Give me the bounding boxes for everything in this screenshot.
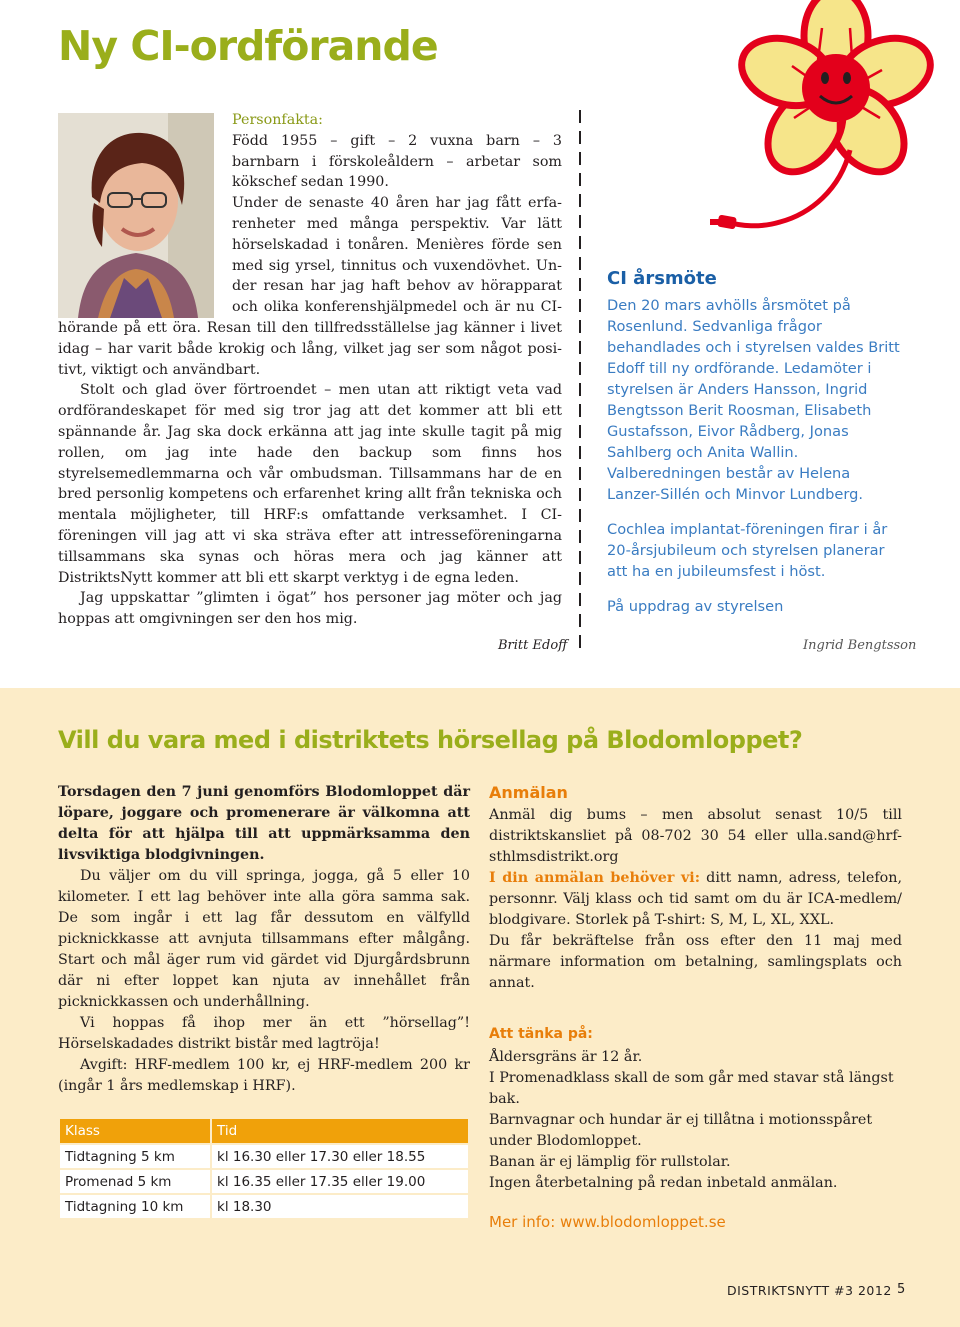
table-cell: kl 16.35 eller 17.35 eller 19.00	[212, 1170, 468, 1193]
facts-line: med sig yrsel, tinnitus och vuxendövhet. Un-	[232, 257, 562, 274]
portrait-photo	[58, 113, 214, 318]
table-header: Tid	[212, 1119, 468, 1143]
facts-line: barnbarn i förskoleåldern – arbetar som	[232, 153, 562, 170]
page-title: Ny CI-ordförande	[58, 22, 438, 70]
registration-paragraph: Anmäl dig bums – men absolut senast 10/5 till distriktskansliet på 08-702 30 54 eller ulla.sand@hrf-sthlmsdistrikt.org	[489, 807, 902, 865]
notes-line: Banan är ej lämplig för rullstolar.	[489, 1154, 731, 1170]
class-time-table	[58, 1117, 470, 1220]
registration-paragraph	[489, 868, 902, 931]
article-paragraph: Jag uppskattar ”glimten i ögat” hos personer jag möter och jag hoppas att omgivningen ser den hos mig.	[58, 590, 562, 628]
table-row	[60, 1170, 468, 1193]
notes-line: I Promenadklass skall de som går med stavar stå längst bak.	[489, 1070, 894, 1107]
table-row	[60, 1145, 468, 1168]
notes-line: Ingen återbetalning på redan inbetald anmälan.	[489, 1175, 838, 1191]
body-paragraph: Du väljer om du vill springa, jogga, gå 5 eller 10 kilometer. I ett lag behöver inte alla göra samma sak. De som ingår i ett lag får dessutom en välfylld picknickkasse att avnjuta tillsammans efter målgång. Start och mål äger rum vid gärdet vid Djurgårdsbrunn där ni efter loppet kan njuta av innehållet från picknickkassen och underhållning.	[58, 868, 470, 1010]
facts-line: renheter med många perspektiv. Var lätt	[232, 215, 562, 232]
page-number: 5	[897, 1282, 906, 1297]
sidebar-paragraph: Cochlea implantat-föreningen firar i år 20-årsjubileum och styrelsen planerar att ha en jubileumsfest i höst.	[607, 521, 888, 580]
article-line: hörande på ett öra. Resan till den tillfredsställelse jag känner i livet	[58, 320, 562, 336]
body-paragraph: Vi hoppas få ihop mer än ett ”hörsellag”! Hörselskadades distrikt bistår med lagtröja!	[58, 1015, 470, 1052]
article-paragraph: Stolt och glad över förtroendet – men utan att riktigt veta vad ordförandeskapet för med sig tror jag att det kommer att bli ett spännande år. Jag ska dock erkänna att jag inte skulle tagit på mig rollen, om jag inte hade den backup som finns hos styrelsemedlemmarna och vår ombudsman. Tillsammans har de en bred personlig kompetens och erfarenhet kring allt från tekniska och mentala möjligheter, till HRF:s omfattande verksamhet. I CI-föreningen vill jag att vi ska sträva efter att intresseföreningarna tillsammans ska synas och höras mera och jag känner att DistriktsNytt kommer att bli ett skarpt verktyg i de egna leden.	[58, 382, 562, 586]
body-paragraph: Avgift: HRF-medlem 100 kr, ej HRF-medlem 200 kr (ingår 1 års medlemskap i HRF).	[58, 1057, 470, 1094]
notes-line: Barnvagnar och hundar är ej tillåtna i motionsspåret under Blodomloppet.	[489, 1112, 873, 1149]
facts-line: der resan har jag haft behov av hörapparat	[232, 278, 562, 295]
notes-heading: Att tänka på:	[489, 1026, 593, 1042]
article-line: idag – har varit både krokig och lång, vilket jag ser som något posi-	[58, 340, 562, 357]
registration-paragraph: Du får bekräftelse från oss efter den 11 maj med närmare information om betalning, samlingsplats och annat.	[489, 933, 902, 991]
notes-line: Åldersgräns är 12 år.	[489, 1049, 643, 1065]
registration-text: ditt namn, adress, telefon, personnr. Välj klass och tid samt om du är ICA-medlem/ blodgivare. Storlek på T-shirt: S, M, L, XL, XXL.	[489, 870, 902, 928]
sidebar-annual-meeting	[607, 268, 907, 631]
blodomloppet-right-column	[489, 782, 902, 1233]
column-divider	[579, 110, 581, 655]
table-row	[60, 1195, 468, 1218]
sidebar-heading: CI årsmöte	[607, 268, 717, 289]
registration-heading: Anmälan	[489, 783, 568, 802]
table-header-row	[60, 1119, 468, 1143]
person-facts	[232, 110, 562, 318]
registration-label: I din anmälan behöver vi:	[489, 870, 701, 886]
lead-paragraph: Torsdagen den 7 juni genomförs Blodomloppet där löpare, joggare och promenerare är välkomna att delta för att hjälpa till att uppmärksamma den livsviktiga blodgivningen.	[58, 784, 470, 863]
table-cell: Tidtagning 5 km	[60, 1145, 210, 1168]
more-info-link[interactable]: Mer info: www.blodomloppet.se	[489, 1213, 726, 1231]
article-signature: Britt Edoff	[498, 638, 568, 653]
table-cell: kl 18.30	[212, 1195, 468, 1218]
article-body	[58, 318, 562, 630]
table-header: Klass	[60, 1119, 210, 1143]
publication-footer: DISTRIKTSNYTT #3 2012	[727, 1283, 892, 1298]
sidebar-paragraph: På uppdrag av styrelsen	[607, 598, 784, 615]
sidebar-signature: Ingrid Bengtsson	[803, 638, 917, 653]
blodomloppet-left-column	[58, 782, 470, 1097]
facts-line: kökschef sedan 1990.	[232, 174, 389, 191]
facts-line: Under de senaste 40 åren har jag fått erfa-	[232, 195, 562, 212]
table-cell: Tidtagning 10 km	[60, 1195, 210, 1218]
table-cell: kl 16.30 eller 17.30 eller 18.55	[212, 1145, 468, 1168]
facts-line: och olika konferenshjälpmedel och är nu CI-	[232, 299, 562, 316]
flower-logo-icon	[700, 0, 960, 245]
table-cell: Promenad 5 km	[60, 1170, 210, 1193]
facts-line: Född 1955 – gift – 2 vuxna barn – 3	[232, 132, 562, 149]
article-line: tivt, viktigt och användbart.	[58, 361, 261, 378]
section-heading: Vill du vara med i distriktets hörsellag på Blodomloppet?	[58, 726, 803, 754]
sidebar-paragraph: Den 20 mars avhölls årsmötet på Rosenlund. Sedvanliga frågor behandlades och i styrelsen valdes Britt Edoff till ny ordförande. Ledamöter i styrelsen är Anders Hansson, Ingrid Bengtsson Berit Roosman, Elisabeth Gustafsson, Eivor Rådberg, Jonas Sahlberg och Anita Wallin. Valberedningen består av Helena Lanzer-Sillén och Minvor Lundberg.	[607, 297, 900, 503]
facts-label: Personfakta:	[232, 112, 323, 128]
facts-line: hörselskadad i tonåren. Menières förde sen	[232, 236, 562, 253]
